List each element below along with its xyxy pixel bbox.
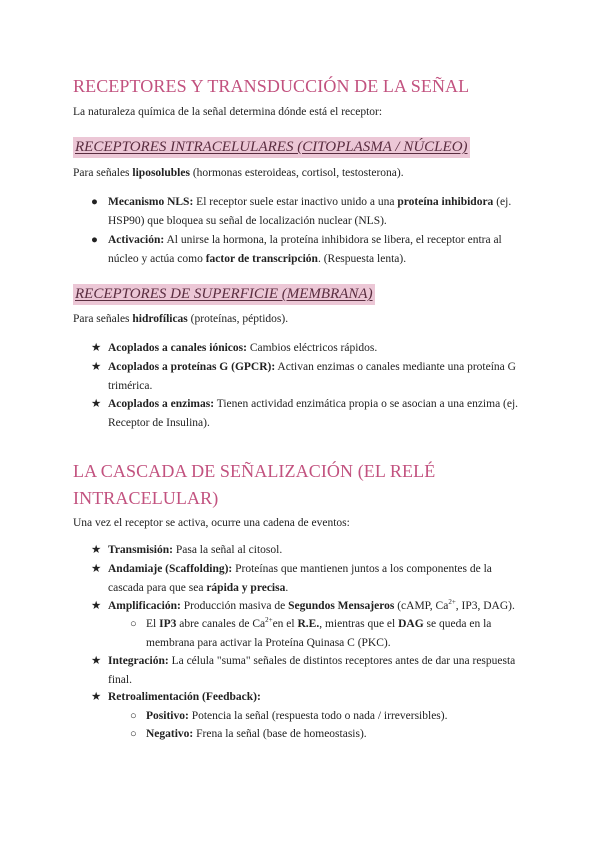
star-bullet-icon: ★: [91, 691, 102, 703]
list-item: Acoplados a enzimas: Tienen actividad enzimática propia o se asocian a una enzima (ej. Receptor de Insulina).: [108, 398, 519, 429]
star-bullet-icon: ★: [91, 361, 102, 373]
circle-bullet-icon: ○: [130, 710, 137, 722]
superficie-intro: Para señales hidrofílicas (proteínas, péptidos).: [73, 313, 289, 325]
cascada-intro: Una vez el receptor se activa, ocurre una cadena de eventos:: [73, 517, 350, 529]
subsection-title-superficie: RECEPTORES DE SUPERFICIE (MEMBRANA): [73, 284, 375, 305]
bullet-dot-icon: ●: [91, 196, 98, 208]
star-bullet-icon: ★: [91, 544, 102, 556]
sub-list-item: El IP3 abre canales de $Ca^{2+}en$ el R.E., mientras que el DAG se queda en la membrana para activar la Proteína Quinasa C (PKC).: [146, 616, 492, 649]
list-item: Mecanismo NLS: El receptor suele estar inactivo unido a una proteína inhibidora (ej. HSP90) que bloquea su señal de localización nuclear (NLS).: [108, 196, 512, 227]
bullet-dot-icon: ●: [91, 234, 98, 246]
list-item: Andamiaje (Scaffolding): Proteínas que mantienen juntos a los componentes de la cascada para que sea rápida y precisa.: [108, 563, 492, 594]
section-title-receptores: RECEPTORES Y TRANSDUCCIÓN DE LA SEÑAL: [73, 76, 470, 96]
circle-bullet-icon: ○: [130, 728, 137, 740]
section-title-cascada: LA CASCADA DE SEÑALIZACIÓN (EL RELÉ: [73, 461, 436, 481]
receptores-intro: La naturaleza química de la señal determina dónde está el receptor:: [73, 106, 383, 118]
star-bullet-icon: ★: [91, 563, 102, 575]
star-bullet-icon: ★: [91, 655, 102, 667]
star-bullet-icon: ★: [91, 342, 102, 354]
list-item: Acoplados a proteínas G (GPCR): Activan enzimas o canales mediante una proteína G trimérica.: [108, 361, 516, 392]
intracel-intro: Para señales liposolubles (hormonas esteroideas, cortisol, testosterona).: [73, 167, 404, 179]
list-item: Activación: Al unirse la hormona, la proteína inhibidora se libera, el receptor entra al núcleo y actúa como factor de transcripción. (Respuesta lenta).: [108, 234, 502, 265]
list-item: Amplificación: Producción masiva de Segundos Mensajeros (cAMP, $Ca^{2+}$, IP3, DAG).: [108, 598, 515, 612]
circle-bullet-icon: ○: [130, 618, 137, 630]
list-item: Transmisión: Pasa la señal al citosol.: [108, 544, 283, 556]
sub-list-item: Negativo: Frena la señal (base de homeostasis).: [146, 728, 367, 740]
star-bullet-icon: ★: [91, 600, 102, 612]
list-item: Retroalimentación (Feedback):: [108, 691, 261, 703]
star-bullet-icon: ★: [91, 398, 102, 410]
list-item: Acoplados a canales iónicos: Cambios eléctricos rápidos.: [108, 342, 378, 354]
sub-list-item: Positivo: Potencia la señal (respuesta todo o nada / irreversibles).: [146, 710, 448, 722]
subsection-title-intracelulares: RECEPTORES INTRACELULARES (CITOPLASMA / NÚCLEO): [73, 137, 470, 158]
section-title-cascada-line2: INTRACELULAR): [73, 488, 219, 508]
list-item: Integración: La célula "suma" señales de distintos receptores antes de dar una respuesta final.: [108, 655, 516, 686]
